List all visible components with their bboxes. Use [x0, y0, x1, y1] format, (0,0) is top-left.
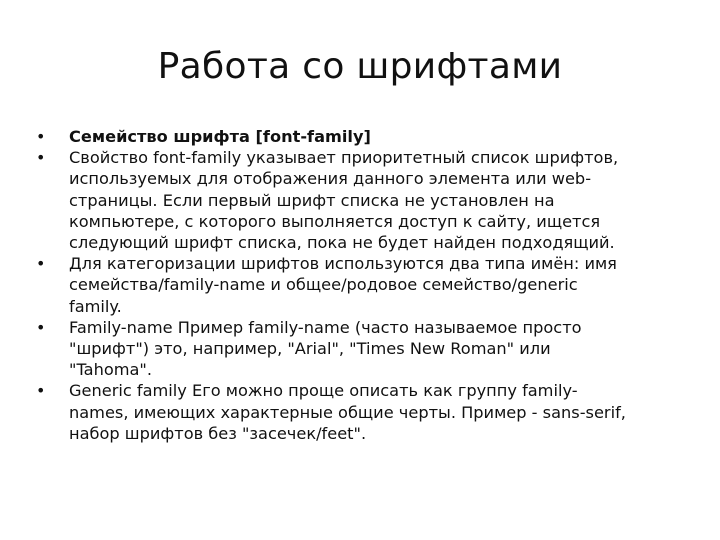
item-line: Свойство font-family указывает приоритетный список шрифтов,	[69, 148, 619, 168]
item-line: используемых для отображения данного элемента или web-	[69, 169, 592, 189]
bullet-list	[36, 126, 696, 444]
item-line: семейства/family-name и общее/родовое семейство/generic	[69, 275, 578, 295]
bullet-icon: •	[36, 148, 46, 168]
bullet-icon: •	[36, 381, 46, 401]
list-item	[36, 380, 696, 444]
item-line: компьютере, с которого выполняется доступ к сайту, ищется	[69, 211, 601, 231]
item-line: Семейство шрифта [font-family]	[69, 127, 371, 146]
slide-title: Работа со шрифтами	[157, 46, 563, 87]
item-line: следующий шрифт списка, пока не будет найден подходящий.	[69, 233, 615, 253]
list-item	[36, 253, 696, 317]
bullet-icon: •	[36, 317, 46, 337]
list-item	[36, 317, 696, 381]
list-item	[36, 147, 696, 253]
item-line: "шрифт") это, например, "Arial", "Times New Roman" или	[69, 339, 551, 359]
item-line: family.	[69, 296, 122, 316]
item-line: Для категоризации шрифтов используются два типа имён: имя	[69, 254, 617, 274]
bullet-icon: •	[36, 127, 46, 146]
item-line: names, имеющих характерные общие черты. Пример - sans-serif,	[69, 402, 626, 422]
bullet-icon: •	[36, 254, 46, 274]
item-line: Family-name Пример family-name (часто называемое просто	[69, 317, 582, 337]
item-line: набор шрифтов без "засечек/feet".	[69, 423, 367, 443]
list-item	[36, 126, 696, 147]
item-line: Generic family Его можно проще описать как группу family-	[69, 381, 578, 401]
item-line: "Tahoma".	[69, 360, 153, 380]
item-line: страницы. Если первый шрифт списка не установлен на	[69, 190, 555, 210]
